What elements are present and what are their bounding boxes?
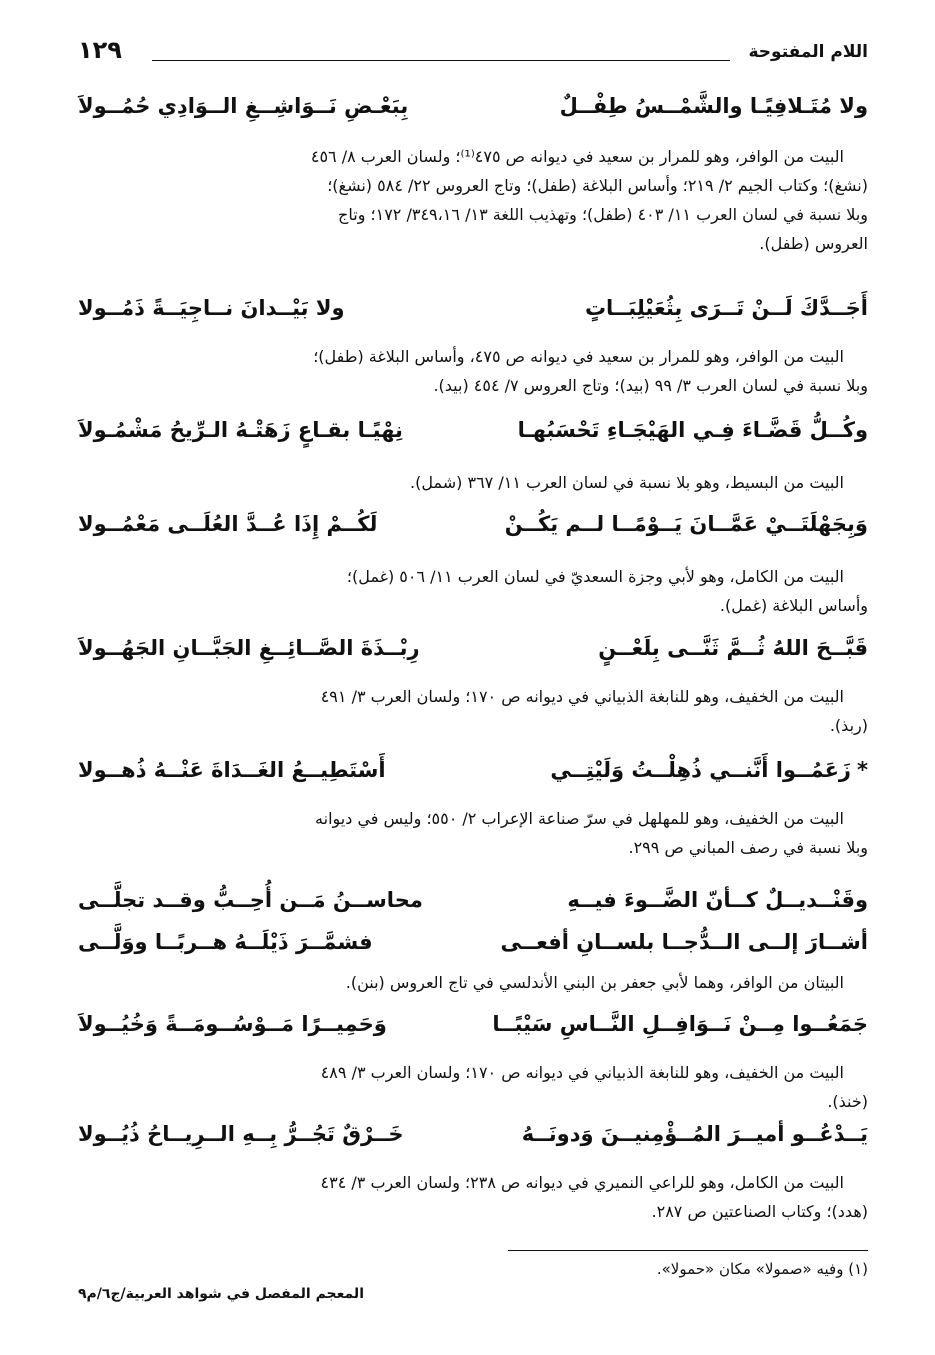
note-line: (هدد)؛ وكتاب الصناعتين ص ٢٨٧. — [651, 1202, 868, 1221]
verse-note — [78, 142, 868, 258]
note-line: البيت من الكامل، وهو لأبي وجزة السعديّ في لسان العرب ١١/ ٥٠٦ (غمل)؛ — [346, 567, 844, 586]
note-line: البيت من البسيط، وهو بلا نسبة في لسان العرب ١١/ ٣٦٧ (شمل). — [410, 473, 844, 492]
hemistich-second: ولا بَيْــدانَ نــاجِيَــةً ذَمُــولا — [78, 296, 345, 320]
hemistich-first — [550, 758, 868, 782]
verse-note — [78, 682, 868, 740]
verse-line — [78, 884, 868, 924]
note-line: العروس (طفل). — [759, 234, 868, 253]
hemistich-first: جَمَعُــوا مِــنْ نَــوَافِــلِ النَّــاسِ سَيْبًــا — [492, 1012, 868, 1036]
hemistich-second: فشمَّــرَ ذَيْلَــهُ هــربًــا ووَلَّــى — [78, 930, 373, 954]
note-line: البيت من الوافر، وهو للمرار بن سعيد في ديوانه ص ٤٧٥، وأساس البلاغة (طفل)؛ — [313, 347, 844, 366]
signature-mark: المعجم المفصل في شواهد العربية/ج٦/م٩ — [78, 1286, 364, 1302]
verse-note — [78, 968, 868, 997]
verse-line — [78, 632, 868, 672]
header-rule — [152, 60, 730, 61]
note-line: البيت من الكامل، وهو للراعي النميري في ديوانه ص ٢٣٨؛ ولسان العرب ٣/ ٤٣٤ — [320, 1173, 844, 1192]
star-mark: * — [857, 758, 868, 782]
verse-line — [78, 754, 868, 794]
verse-line — [78, 508, 868, 548]
hemistich-second: لَكُــمْ إِذَا عُــدَّ العُلَــى مَعْمُــولا — [78, 512, 378, 536]
hemistich-first: أَجَــدَّكَ لَــنْ تَــرَى بِثُعَيْلِبَــاتٍ — [584, 296, 868, 320]
note-line: وأساس البلاغة (غمل). — [719, 596, 868, 615]
note-line: البيت من الخفيف، وهو للمهلهل في سرّ صناعة الإعراب ٢/ ٥٥٠؛ وليس في ديوانه — [315, 809, 844, 828]
note-line: وبلا نسبة في لسان العرب ١١/ ٤٠٣ (طفل)؛ وتهذيب اللغة ١٣/ ٣٤٩،١٦/ ١٧٢؛ وتاج — [338, 205, 868, 224]
footnote-rule — [508, 1250, 868, 1251]
hemistich-second: وَحَمِيــرًا مَــوْسُــومَــةً وَخُيُــولاَ — [78, 1012, 387, 1036]
note-line: (نشغ)؛ وكتاب الجيم ٢/ ٢١٩؛ وأساس البلاغة (طفل)؛ وتاج العروس ٢٢/ ٥٨٤ (نشغ)؛ — [327, 176, 868, 195]
verse-note — [78, 1058, 868, 1116]
hemistich-first: يَــدْعُــو أميــرَ المُــؤْمِنيــنَ وَدونَــهُ — [521, 1122, 868, 1146]
hemistich-second: نِهْيًـا بقـاعٍ زَهَتْـهُ الـرِّيحُ مَشْمُـولاَ — [78, 418, 403, 442]
verse-note — [78, 342, 868, 400]
hemistich-second: بِبَعْـضِ نَــوَاشِــغِ الــوَادِي حُمُــولاَ — [78, 94, 409, 118]
verse-note — [78, 1168, 868, 1226]
verse-line — [78, 292, 868, 332]
note-line: (خنذ). — [827, 1092, 868, 1111]
note-line: البيت من الخفيف، وهو للنابغة الذبياني في ديوانه ص ١٧٠؛ ولسان العرب ٣/ ٤٩١ — [320, 687, 844, 706]
hemistich-first: قَبَّــحَ اللهُ ثُــمَّ ثَنَّــى بِلَعْــنٍ — [598, 636, 868, 660]
page — [78, 28, 868, 1328]
hemistich-second: محاســنُ مَــن أُحِــبُّ وقــد تجلَّــى — [78, 888, 423, 912]
verse-note — [78, 562, 868, 620]
note-line: البيت من الوافر، وهو للمرار بن سعيد في ديوانه ص ٤٧٥⁽¹⁾؛ ولسان العرب ٨/ ٤٥٦ — [310, 147, 844, 166]
page-number: ١٢٩ — [78, 36, 122, 64]
hemistich-first: أشــارَ إلــى الــدُّجــا بلســانِ أفعــى — [500, 930, 868, 954]
verse-note — [78, 804, 868, 862]
note-line: البيتان من الوافر، وهما لأبي جعفر بن البني الأندلسي في تاج العروس (بنن). — [345, 973, 844, 992]
verse-line — [78, 926, 868, 966]
hemistich-first: وقَنْــديــلٌ كــأنّ الضَّــوءَ فيــهِ — [567, 888, 868, 912]
hemistich-text: زَعَمُــوا أَنَّنــي ذُهِلْــتُ وَلَيْتِــي — [550, 758, 852, 782]
note-line: وبلا نسبة في لسان العرب ٣/ ٩٩ (بيد)؛ وتاج العروس ٧/ ٤٥٤ (بيد). — [433, 376, 868, 395]
running-header — [78, 36, 868, 72]
hemistich-second: أَسْتَطِيــعُ الغَــدَاةَ عَنْــهُ ذُهــولا — [78, 758, 386, 782]
hemistich-second: رِبْــذَةَ الصَّــائِــغِ الجَبَّــانِ الجَهُــولاَ — [78, 636, 420, 660]
verse-line — [78, 1118, 868, 1158]
verse-line — [78, 90, 868, 130]
hemistich-first: ولا مُتَـلافِيًـا والشَّمْــسُ طِفْــلٌ — [559, 94, 868, 118]
verse-note — [78, 468, 868, 497]
header-title: اللام المفتوحة — [748, 42, 868, 62]
footnote: (١) وفيه «صمولا» مكان «حمولا». — [656, 1260, 868, 1278]
verse-line — [78, 414, 868, 454]
note-line: (ربذ). — [829, 716, 868, 735]
hemistich-second: خَــرْقٌ تَجُــرُّ بِــهِ الــرِيــاحُ ذُيُــولا — [78, 1122, 404, 1146]
hemistich-first: وَبِجَهْلَتَــيْ عَمَّــانَ يَــوْمًــا لــم يَكُــنْ — [504, 512, 868, 536]
note-line: وبلا نسبة في رصف المباني ص ٢٩٩. — [628, 838, 868, 857]
note-line: البيت من الخفيف، وهو للنابغة الذبياني في ديوانه ص ١٧٠؛ ولسان العرب ٣/ ٤٨٩ — [320, 1063, 844, 1082]
verse-line — [78, 1008, 868, 1048]
hemistich-first: وكُــلُّ قَضَّـاءَ فِـي الهَيْجَـاءِ تَحْسَبُهـا — [517, 418, 868, 442]
